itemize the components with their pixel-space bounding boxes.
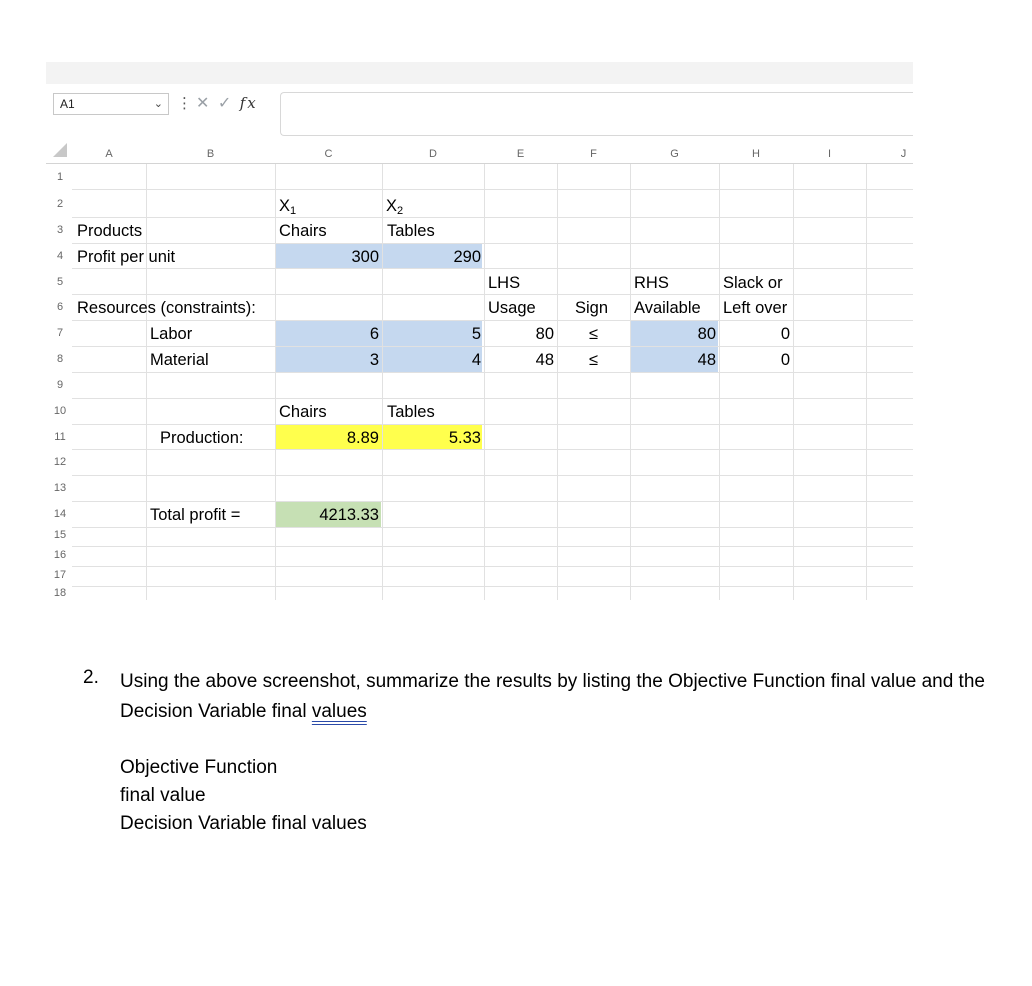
enter-icon[interactable]: ✓ (217, 95, 234, 112)
labor-rhs[interactable]: 80 (697, 325, 716, 343)
formula-bar[interactable] (280, 92, 913, 136)
decision-variable-label: Decision Variable final values (120, 813, 367, 834)
material-slack[interactable]: 0 (780, 351, 790, 369)
question-text-main: Using the above screenshot, summarize the results by listing the Objective Function final value and the Decision Variable final (120, 671, 985, 722)
total-profit-label[interactable]: Total profit = (150, 506, 241, 524)
column-header-i[interactable]: I (827, 148, 832, 160)
column-header-a[interactable]: A (105, 148, 113, 160)
profit-label[interactable]: Profit per unit (77, 248, 176, 266)
ribbon-band (46, 62, 913, 84)
insert-function-icon[interactable]: fx (239, 94, 258, 112)
column-header-c[interactable]: C (324, 148, 333, 160)
row-header-5[interactable]: 5 (56, 276, 64, 288)
row-header-8[interactable]: 8 (56, 353, 64, 365)
material-sign[interactable]: ≤ (588, 351, 599, 369)
material-chairs[interactable]: 3 (369, 351, 379, 369)
column-header-f[interactable]: F (590, 148, 597, 160)
chevron-down-icon[interactable]: ⌄ (153, 98, 163, 110)
leftover-label[interactable]: Left over (723, 299, 788, 317)
row-header-18[interactable]: 18 (53, 587, 67, 599)
row-header-3[interactable]: 3 (56, 224, 64, 236)
row-header-6[interactable]: 6 (56, 301, 64, 313)
row-header-15[interactable]: 15 (53, 529, 67, 541)
resources-label[interactable]: Resources (constraints): (77, 299, 256, 317)
lhs-label[interactable]: LHS (488, 274, 521, 292)
row-header-1[interactable]: 1 (56, 171, 64, 183)
usage-label[interactable]: Usage (488, 299, 536, 317)
chairs-label-2[interactable]: Chairs (279, 403, 327, 421)
cancel-icon[interactable]: ✕ (196, 95, 212, 112)
labor-usage[interactable]: 80 (535, 325, 554, 343)
question-text (120, 667, 1000, 727)
objective-function-label: Objective Function (120, 757, 278, 778)
available-label[interactable]: Available (634, 299, 701, 317)
tables-header[interactable]: Tables (387, 222, 435, 240)
row-header-16[interactable]: 16 (53, 549, 67, 561)
row-header-12[interactable]: 12 (53, 456, 67, 468)
row-header-9[interactable]: 9 (56, 379, 64, 391)
labor-slack[interactable]: 0 (780, 325, 790, 343)
row-header-13[interactable]: 13 (53, 482, 67, 494)
products-label[interactable]: Products (77, 222, 143, 240)
row-header-11[interactable]: 11 (54, 431, 66, 443)
x1-label[interactable]: $X_1$ (279, 197, 297, 217)
column-header-j[interactable]: J (900, 148, 907, 160)
name-box[interactable] (53, 93, 169, 115)
tables-label-2[interactable]: Tables (387, 403, 435, 421)
labor-chairs[interactable]: 6 (369, 325, 379, 343)
row-header-2[interactable]: 2 (56, 198, 64, 210)
select-all-corner[interactable] (53, 143, 67, 157)
chairs-header[interactable]: Chairs (279, 222, 327, 240)
row-header-17[interactable]: 17 (53, 569, 67, 581)
rhs-label[interactable]: RHS (634, 274, 669, 292)
more-options-icon[interactable]: ⋮ (177, 95, 192, 112)
production-chairs[interactable]: 8.89 (346, 429, 379, 447)
question-number: 2. (83, 667, 99, 688)
x2-label[interactable]: $X_2$ (386, 197, 404, 217)
column-header-h[interactable]: H (752, 148, 760, 160)
name-box-value: A1 (60, 97, 75, 111)
labor-tables[interactable]: 5 (471, 325, 481, 343)
material-label[interactable]: Material (150, 351, 209, 369)
profit-tables[interactable]: 290 (453, 248, 481, 266)
material-usage[interactable]: 48 (535, 351, 554, 369)
final-value-label: final value (120, 785, 206, 806)
formula-buttons (196, 92, 258, 115)
slack-label[interactable]: Slack or (723, 274, 783, 292)
column-header-e[interactable]: E (516, 148, 525, 160)
column-header-d[interactable]: D (429, 148, 437, 160)
sign-label[interactable]: Sign (575, 299, 609, 317)
row-header-7[interactable]: 7 (56, 327, 64, 339)
labor-sign[interactable]: ≤ (588, 325, 599, 343)
material-tables[interactable]: 4 (471, 351, 481, 369)
column-header-b[interactable]: B (206, 148, 215, 160)
labor-label[interactable]: Labor (150, 325, 193, 343)
row-header-10[interactable]: 10 (53, 405, 67, 417)
row-header-4[interactable]: 4 (56, 250, 64, 262)
column-header-g[interactable]: G (670, 148, 679, 160)
material-rhs[interactable]: 48 (697, 351, 716, 369)
production-tables[interactable]: 5.33 (448, 429, 481, 447)
question-text-underlined: values (311, 701, 367, 722)
total-profit-value[interactable]: 4213.33 (319, 506, 379, 524)
row-header-14[interactable]: 14 (53, 508, 67, 520)
profit-chairs[interactable]: 300 (351, 248, 379, 266)
production-label[interactable]: Production: (160, 429, 244, 447)
column-header-divider (46, 163, 913, 164)
